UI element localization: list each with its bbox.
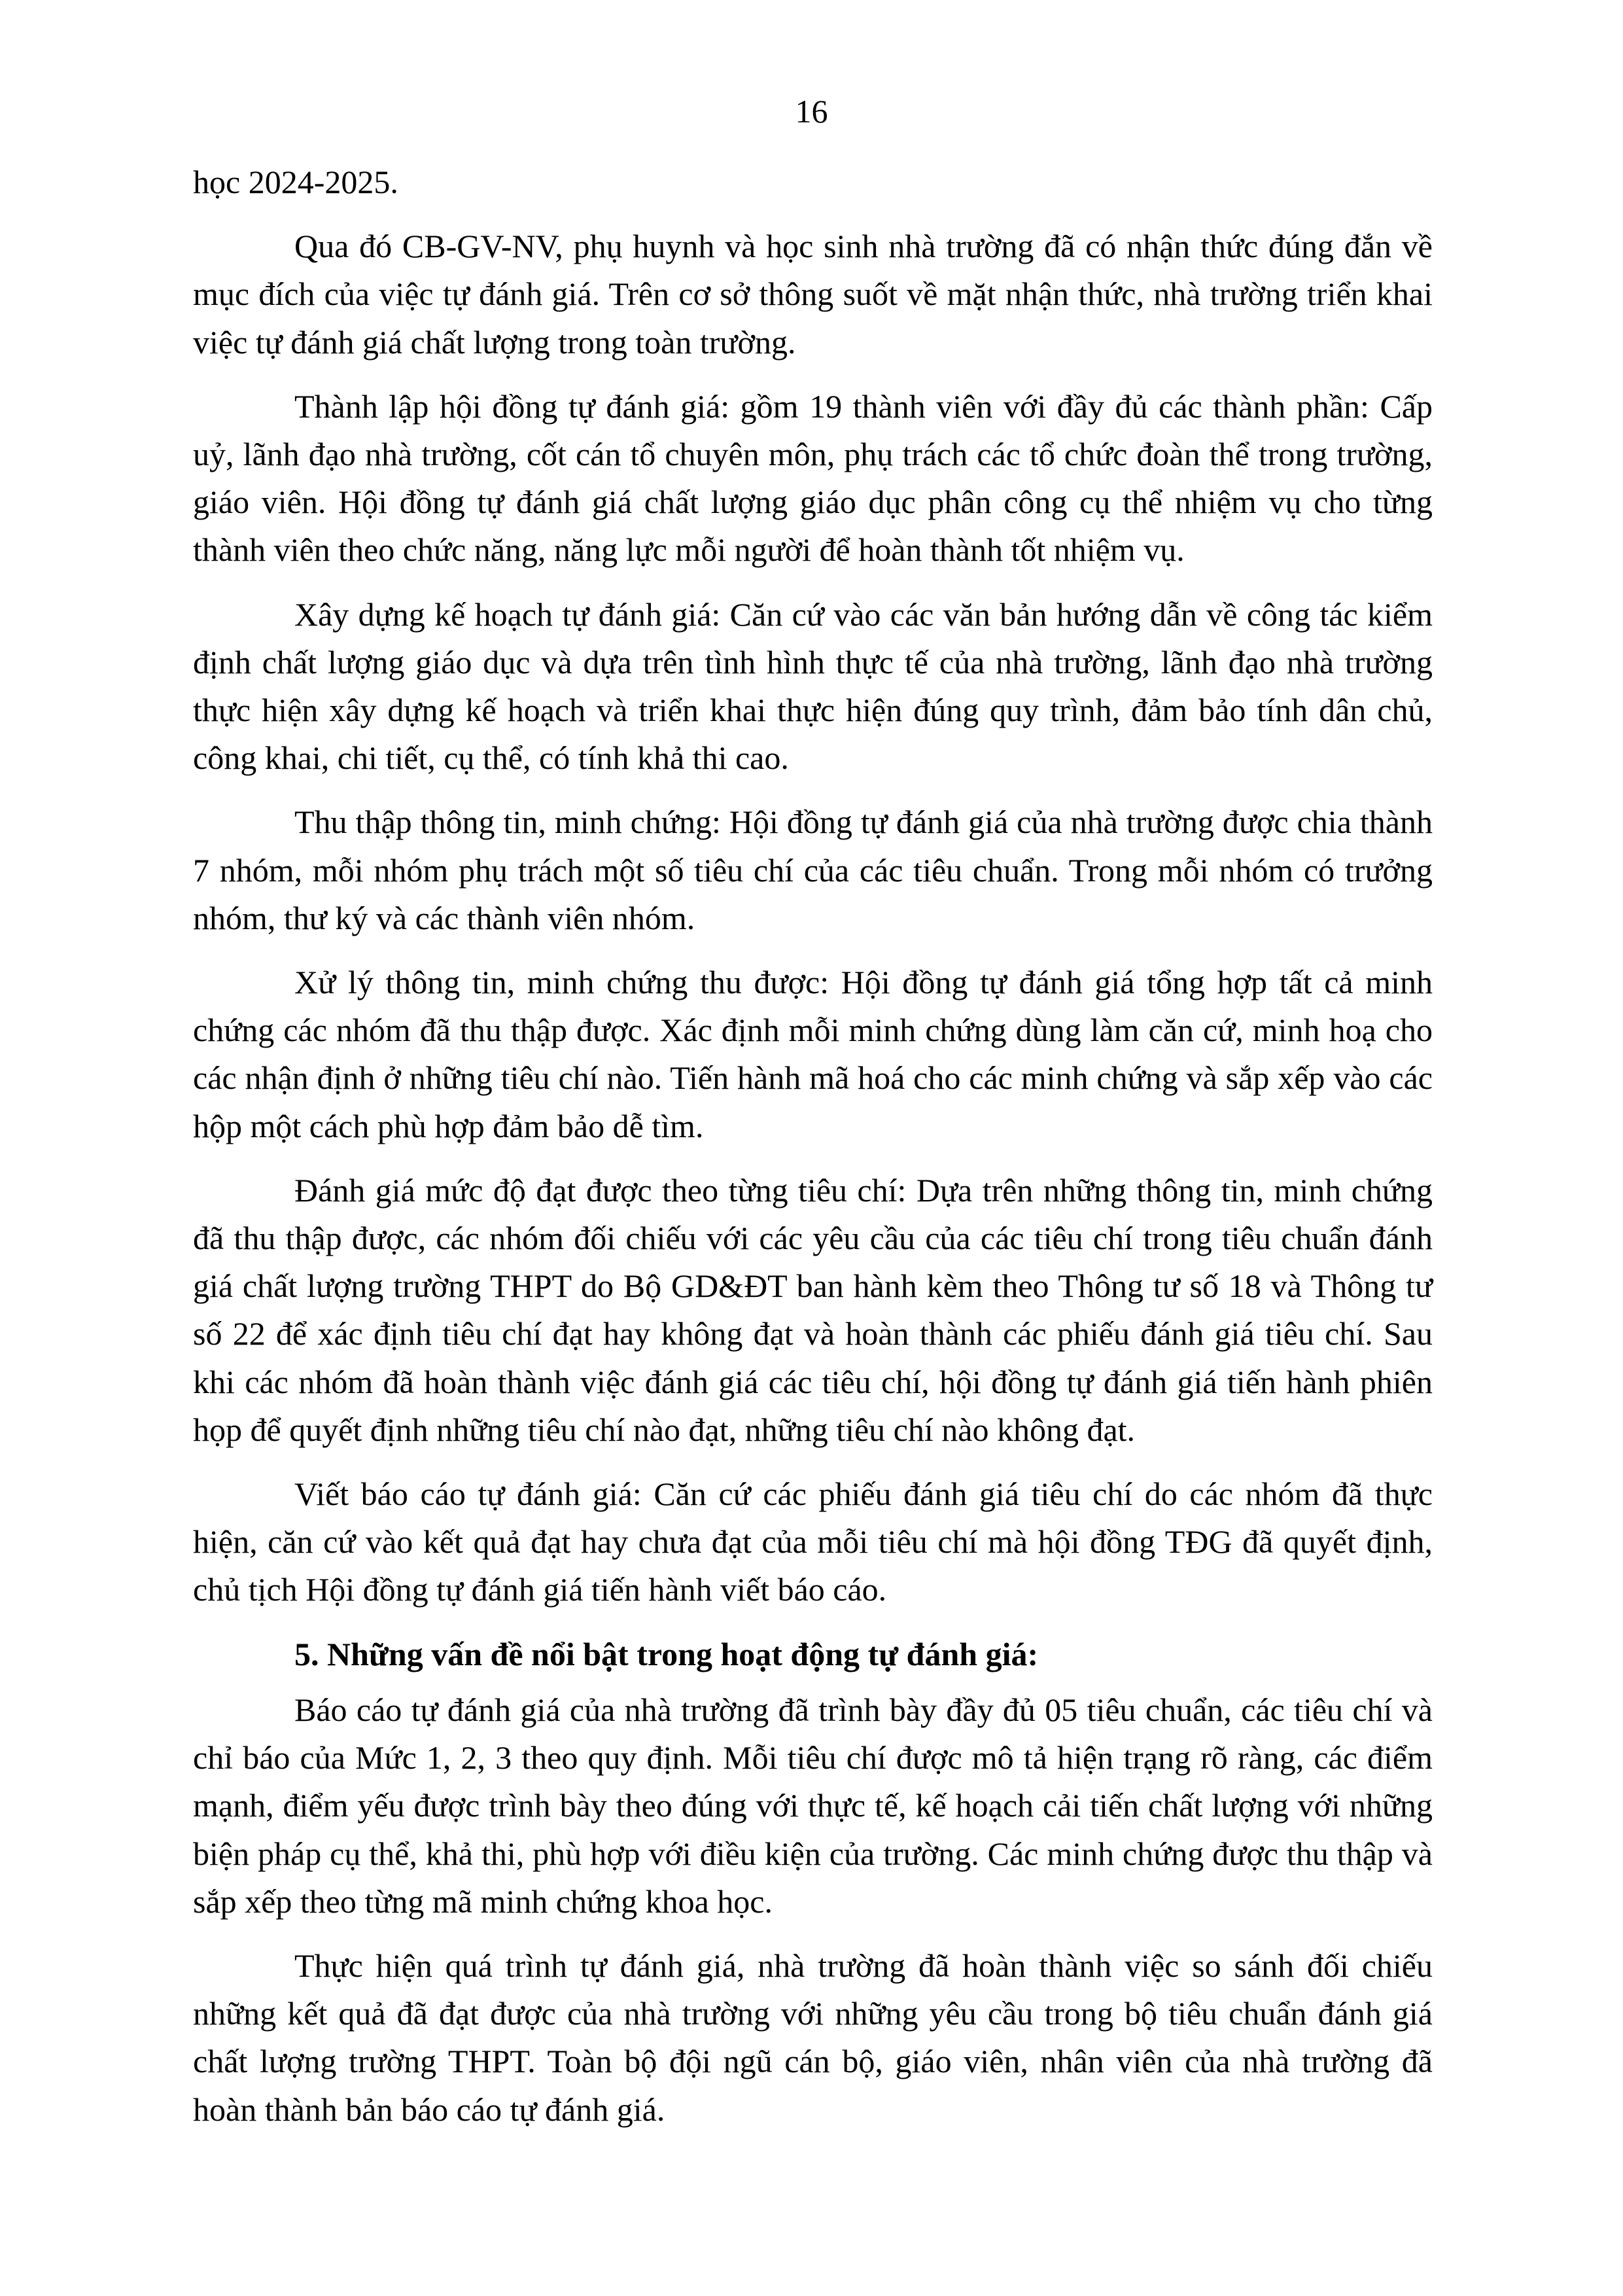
paragraph-evidence-processing: Xử lý thông tin, minh chứng thu được: Hội đồng tự đánh giá tổng hợp tất cả minh chứng các nhóm đã thu thập được. Xác định mỗi minh chứng dùng làm căn cứ, minh hoạ cho các nhận định ở những tiêu chí nào. Tiến hành mã hoá cho các minh chứng và sắp xếp vào các hộp một cách phù hợp đảm bảo dễ tìm. bbox=[193, 964, 1433, 1144]
document-body bbox=[193, 158, 1433, 2150]
paragraph-report-summary: Báo cáo tự đánh giá của nhà trường đã trình bày đầy đủ 05 tiêu chuẩn, các tiêu chí và chỉ báo của Mức 1, 2, 3 theo quy định. Mỗi tiêu chí được mô tả hiện trạng rõ ràng, các điểm mạnh, điểm yếu được trình bày theo đúng với thực tế, kế hoạch cải tiến chất lượng với những biện pháp cụ thể, khả thi, phù hợp với điều kiện của trường. Các minh chứng được thu thập và sắp xếp theo từng mã minh chứng khoa học. bbox=[193, 1691, 1433, 1920]
paragraph-report-writing: Viết báo cáo tự đánh giá: Căn cứ các phiếu đánh giá tiêu chí do các nhóm đã thực hiện, căn cứ vào kết quả đạt hay chưa đạt của mỗi tiêu chí mà hội đồng TĐG đã quyết định, chủ tịch Hội đồng tự đánh giá tiến hành viết báo cáo. bbox=[193, 1475, 1433, 1608]
paragraph-evidence-collection: Thu thập thông tin, minh chứng: Hội đồng tự đánh giá của nhà trường được chia thành 7 nhóm, mỗi nhóm phụ trách một số tiêu chí của các tiêu chuẩn. Trong mỗi nhóm có trưởng nhóm, thư ký và các thành viên nhóm. bbox=[193, 804, 1433, 936]
paragraph-process-completion: Thực hiện quá trình tự đánh giá, nhà trường đã hoàn thành việc so sánh đối chiếu những kết quả đã đạt được của nhà trường với những yêu cầu trong bộ tiêu chuẩn đánh giá chất lượng trường THPT. Toàn bộ đội ngũ cán bộ, giáo viên, nhân viên của nhà trường đã hoàn thành bản báo cáo tự đánh giá. bbox=[193, 1947, 1433, 2128]
paragraph-council-establishment: Thành lập hội đồng tự đánh giá: gồm 19 thành viên với đầy đủ các thành phần: Cấp uỷ, lãnh đạo nhà trường, cốt cán tổ chuyên môn, phụ trách các tổ chức đoàn thể trong trường, giáo viên. Hội đồng tự đánh giá chất lượng giáo dục phân công cụ thể nhiệm vụ cho từng thành viên theo chức năng, năng lực mỗi người để hoàn thành tốt nhiệm vụ. bbox=[193, 387, 1433, 569]
section-heading-highlights: 5. Những vấn đề nổi bật trong hoạt động tự đánh giá: bbox=[294, 1635, 1039, 1672]
paragraph-criteria-assessment: Đánh giá mức độ đạt được theo từng tiêu chí: Dựa trên những thông tin, minh chứng đã thu thập được, các nhóm đối chiếu với các yêu cầu của các tiêu chí trong tiêu chuẩn đánh giá chất lượng trường THPT do Bộ GD&ĐT ban hành kèm theo Thông tư số 18 và Thông tư số 22 để xác định tiêu chí đạt hay không đạt và hoàn thành các phiếu đánh giá tiêu chí. Sau khi các nhóm đã hoàn thành việc đánh giá các tiêu chí, hội đồng tự đánh giá tiến hành phiên họp để quyết định những tiêu chí nào đạt, những tiêu chí nào không đạt. bbox=[193, 1171, 1433, 1448]
page-number: 16 bbox=[795, 93, 828, 130]
paragraph-planning: Xây dựng kế hoạch tự đánh giá: Căn cứ vào các văn bản hướng dẫn về công tác kiểm định chất lượng giáo dục và dựa trên tình hình thực tế của nhà trường, lãnh đạo nhà trường thực hiện xây dựng kế hoạch và triển khai thực hiện đúng quy trình, đảm bảo tính dân chủ, công khai, chi tiết, cụ thể, có tính khả thi cao. bbox=[193, 595, 1433, 777]
paragraph-awareness: Qua đó CB-GV-NV, phụ huynh và học sinh nhà trường đã có nhận thức đúng đắn về mục đích của việc tự đánh giá. Trên cơ sở thông suốt về mặt nhận thức, nhà trường triển khai việc tự đánh giá chất lượng trong toàn trường. bbox=[193, 228, 1433, 361]
paragraph-school-year: học 2024-2025. bbox=[193, 164, 398, 200]
